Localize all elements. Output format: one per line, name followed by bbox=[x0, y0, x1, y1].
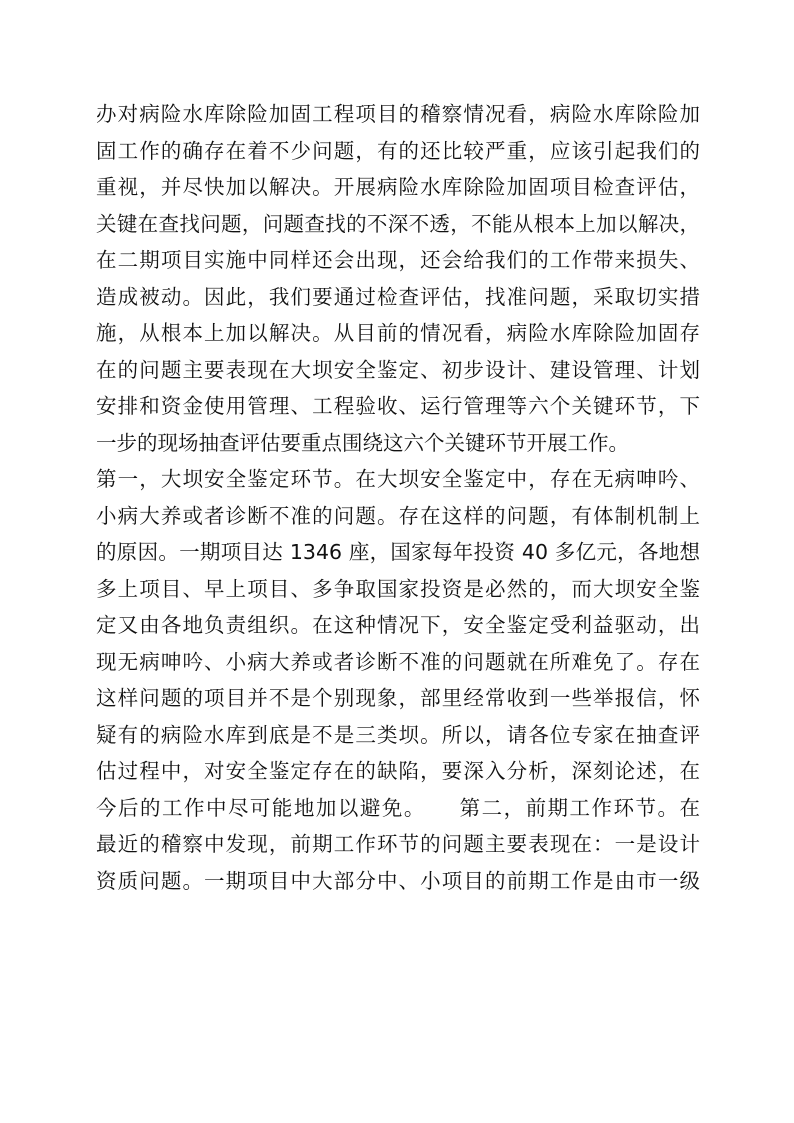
text-line: 关键在查找问题，问题查找的不深不透，不能从根本上加以解决， bbox=[96, 211, 700, 236]
text-line: 定又由各地负责组织。在这种情况下，安全鉴定受利益驱动，出 bbox=[96, 613, 700, 637]
text-line: 小病大养或者诊断不准的问题。存在这样的问题，有体制机制上 bbox=[96, 503, 700, 528]
body-text bbox=[96, 96, 700, 899]
text-line: 多上项目、早上项目、多争取国家投资是必然的，而大坝安全鉴 bbox=[96, 576, 700, 601]
text-line: 办对病险水库除险加固工程项目的稽察情况看，病险水库除险加 bbox=[96, 102, 700, 126]
text-line: 资质问题。一期项目中大部分中、小项目的前期工作是由市一级 bbox=[96, 868, 700, 893]
text-line: 今后的工作中尽可能地加以避免。 第二，前期工作环节。在 bbox=[96, 795, 700, 820]
text-line: 重视，并尽快加以解决。开展病险水库除险加固项目检查评估， bbox=[96, 175, 700, 199]
text-line: 安排和资金使用管理、工程验收、运行管理等六个关键环节，下 bbox=[96, 394, 700, 418]
text-line: 的原因。一期项目达 1346 座，国家每年投资 40 多亿元，各地想 bbox=[96, 540, 700, 564]
text-line: 一步的现场抽查评估要重点围绕这六个关键环节开展工作。 bbox=[96, 430, 629, 455]
text-line: 最近的稽察中发现，前期工作环节的问题主要表现在：一是设计 bbox=[96, 832, 700, 856]
text-line: 造成被动。因此，我们要通过检查评估，找准问题，采取切实措 bbox=[96, 284, 700, 309]
text-line: 现无病呻吟、小病大养或者诊断不准的问题就在所难免了。存在 bbox=[96, 649, 700, 674]
text-line: 在二期项目实施中同样还会出现，还会给我们的工作带来损失、 bbox=[96, 248, 700, 272]
text-line: 固工作的确存在着不少问题，有的还比较严重，应该引起我们的 bbox=[96, 138, 700, 163]
text-line: 第一，大坝安全鉴定环节。在大坝安全鉴定中，存在无病呻吟、 bbox=[96, 467, 700, 491]
text-line: 疑有的病险水库到底是不是三类坝。所以，请各位专家在抽查评 bbox=[96, 722, 700, 747]
text-line: 在的问题主要表现在大坝安全鉴定、初步设计、建设管理、计划 bbox=[96, 357, 700, 382]
text-line: 估过程中，对安全鉴定存在的缺陷，要深入分析，深刻论述，在 bbox=[96, 759, 700, 783]
text-line: 施，从根本上加以解决。从目前的情况看，病险水库除险加固存 bbox=[96, 321, 700, 345]
text-line: 这样问题的项目并不是个别现象，部里经常收到一些举报信，怀 bbox=[96, 686, 700, 710]
